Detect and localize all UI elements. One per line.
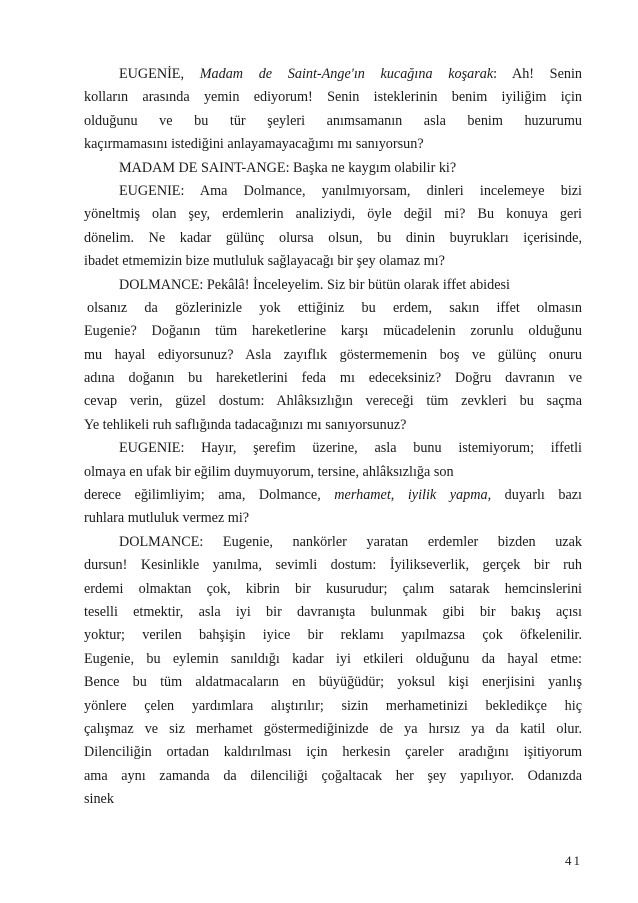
text-line [84,297,582,320]
text-segment: dönelim. Ne kadar gülünç olursa olsun, bu dinin buyrukları içerisinde, [84,229,582,246]
text-line [84,86,582,109]
text-segment: yöneltmiş olan şey, erdemlerin analiziydi, öyle değil mi? Bu konuya geri [84,206,582,223]
text-line [84,484,582,507]
text-segment: yoktur; verilen bahşişin iyice bir reklamı yapılmazsa çok öfkelenilir. [84,627,582,644]
text-segment: EUGENIE: Hayır, şerefim üzerine, asla bunu istemiyorum; iffetli [119,440,582,457]
text-segment: : Ah! Senin [493,66,582,82]
text-line [84,133,582,156]
text-line [84,414,582,437]
text-line [84,390,582,413]
text-segment: çalışmaz ve siz merhamet göstermediğinizde de ya hırsız ya da katil olur. [84,720,582,737]
text-line [84,274,582,297]
text-line [84,320,582,343]
text-segment: ruhlara mutluluk vermez mi? [84,510,250,527]
text-line [84,157,582,180]
text-line [84,344,582,367]
text-segment: kaçırmamasını istediğini anlayamayacağımı mı sanıyorsun? [84,136,424,153]
text-line [84,554,582,577]
text-line [84,765,582,788]
text-segment: mu hayal ediyorsunuz? Asla zayıflık göstermemenin boş ve gülünç onuru [84,346,582,363]
text-segment: Bence bu tüm aldatmacaların en büyüğüdür; yoksul kişi enerjisini yanlış [84,674,582,691]
page-number: 41 [565,853,582,868]
text-line [84,601,582,624]
italic-text: Madam de Saint-Ange'ın kucağına koşarak [199,66,494,82]
text-segment: ama aynı zamanda da dilenciliği çoğaltacak her şey yapılıyor. Odanızda [84,767,582,784]
text-segment: Eugenie, bu eylemin sanıldığı kadar iyi etkileri olduğunu da hayal etme: [84,650,582,667]
text-segment: olmaya en ufak bir eğilim duymuyorum, tersine, ahlâksızlığa son [84,463,454,480]
text-segment: sinek [84,791,114,808]
text-segment: Ye tehlikeli ruh saflığında tadacağınızı mı sanıyorsunuz? [84,416,407,433]
text-segment: ibadet etmemizin bize mutluluk sağlayacağı bir şey olamaz mı? [84,253,445,270]
text-segment: Eugenie? Doğanın tüm hareketlerine karşı mücadelenin zorunlu olduğunu [84,323,582,340]
text-line [84,741,582,764]
text-line [84,110,582,133]
text-segment: olsanız da gözlerinizle yok ettiğiniz bu erdem, sakın iffet olmasın [87,299,582,316]
text-segment: duyarlı bazı [491,487,582,504]
text-line [84,578,582,601]
text-segment: EUGENİE, [119,66,200,82]
text-segment: derece eğilimliyim; ama, Dolmance, [84,487,335,504]
text-line [84,507,582,530]
text-segment: DOLMANCE: Eugenie, nankörler yaratan erdemler bizden uzak [119,533,582,550]
text-line [84,461,582,484]
text-line [84,250,582,273]
text-segment: erdemi olmaktan çok, kibrin bir kusurudur; çalım satarak hemcinslerini [84,580,582,597]
text-line [84,624,582,647]
text-line [84,788,582,811]
text-segment: yönlere çelen yardımlara alıştırılır; sizin merhametinizi bekledikçe hiç [84,697,582,714]
text-line [84,63,582,86]
text-segment: EUGENIE: Ama Dolmance, yanılmıyorsam, dinleri incelemeye bizi [119,182,582,199]
text-segment: cevap verin, güzel dostum: Ahlâksızlığın vereceği tüm zevkleri bu saçma [84,393,582,410]
italic-text: merhamet, iyilik yapma, [334,487,492,504]
text-segment: Dilenciliğin ortadan kaldırılması için herkesin çareler aradığını işitiyorum [84,744,582,761]
text-line [84,531,582,554]
text-line [84,227,582,250]
text-segment: adına doğanın bu hareketlerini feda mı edeceksiniz? Doğru davranın ve [84,370,582,387]
text-line [84,718,582,741]
text-line [84,695,582,718]
text-segment: olduğunu ve bu tür şeyleri anımsamanın asla benim huzurumu [84,112,582,129]
text-line [84,437,582,460]
text-segment: DOLMANCE: Pekâlâ! İnceleyelim. Siz bir bütün olarak iffet abidesi [119,276,510,293]
text-line [84,367,582,390]
text-segment: dursun! Kesinlikle yanılma, sevimli dostum: İyilikseverlik, gerçek bir ruh [84,557,582,574]
text-line [84,203,582,226]
text-line [84,671,582,694]
text-segment: MADAM DE SAINT-ANGE: Başka ne kaygım olabilir ki? [119,159,457,176]
text-line [84,180,582,203]
body-text [84,63,582,812]
text-segment: kolların arasında yemin ediyorum! Senin isteklerinin benim iyiliğim için [84,89,582,106]
text-line [84,648,582,671]
text-segment: teselli etmektir, asla iyi bir davranışta bulunmak gibi bir bakış açısı [84,603,582,620]
